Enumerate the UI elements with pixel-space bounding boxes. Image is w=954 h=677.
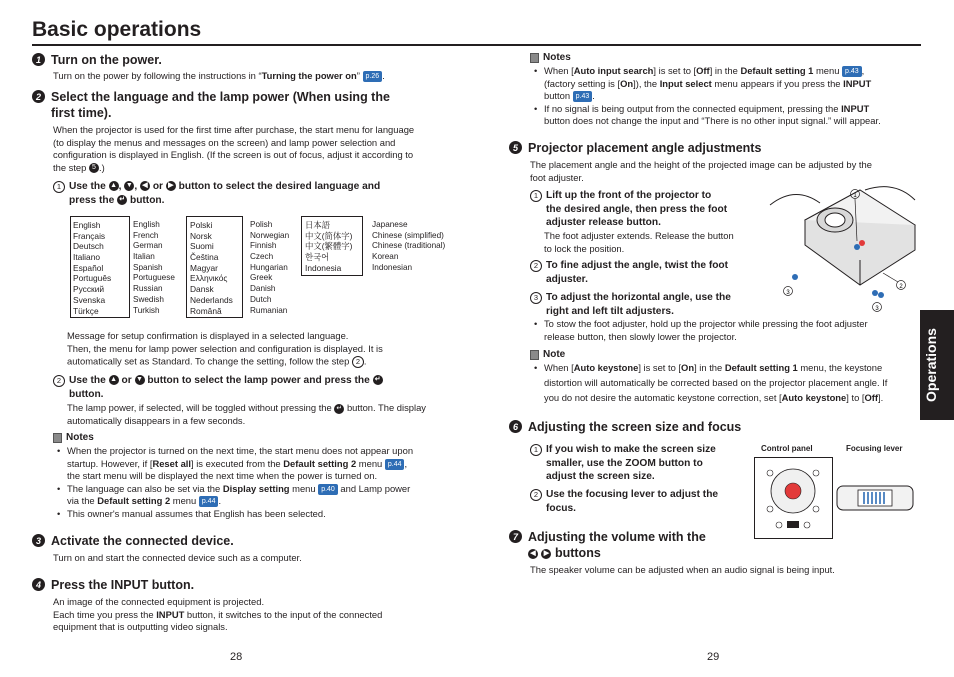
- lamp-power-text: The lamp power, if selected, will be toggled without pressing the ↵ button. The display automatically disappears in a few seconds.: [67, 402, 426, 426]
- notes-heading-right: Notes: [530, 52, 571, 63]
- step-2-sub1: 1 Use the ▲ , ▼ , ◀ or ▶ button to select the desired language and press the ↵ button.: [53, 180, 448, 207]
- page-ref-link[interactable]: p.26: [363, 71, 383, 82]
- language-menu-col1: English Français Deutsch Italiano Español Português Русский Svenska Türkçe: [73, 220, 112, 316]
- up-button-icon: ▲: [110, 182, 118, 190]
- step-5-sub1-text: The foot adjuster extends. Release the button to lock the position.: [544, 230, 734, 254]
- focusing-lever-figure: [836, 483, 916, 513]
- step-5-bullet: • To stow the foot adjuster, hold up the projector while pressing the foot adjuster release button, then slowly lower the projector.: [532, 318, 922, 343]
- step-6-sub2: 2 Use the focusing lever to adjust the focus.: [530, 488, 745, 515]
- down-button-icon: ▼: [136, 376, 143, 384]
- figure-label: 3: [786, 290, 790, 296]
- step-3-heading: 3 Activate the connected device.: [32, 533, 234, 549]
- step-1-heading: [32, 52, 162, 68]
- notes-list-left: • When the projector is turned on the next time, the start menu does not appear upon startup. However, if [Reset all] is executed from the Default setting 2 menu p.44 , the start menu will be displayed the next time when the power is turned on. • The language can also be set via the Display setting menu p.40 and Lamp power via the Default setting 2 menu p.44 . • This owner's manual assumes that English has been selected.: [55, 445, 455, 521]
- note-icon: [53, 433, 62, 443]
- page-ref-link[interactable]: p.44: [385, 459, 405, 470]
- language-menu-col3: 日本語 中文(简体字) 中文(繁體字) 한국어 Indonesia: [305, 220, 353, 273]
- language-labels-col2: Polish Norwegian Finnish Czech Hungarian Greek Danish Dutch Rumanian: [250, 220, 290, 315]
- page-ref-link[interactable]: p.43: [842, 66, 862, 77]
- enter-button-icon: ↵: [117, 195, 127, 205]
- step-1-title: Turn on the power.: [51, 53, 162, 67]
- language-labels-col1: English French German Italian Spanish Portuguese Russian Swedish Turkish: [133, 220, 175, 315]
- language-labels-col3: Japanese Chinese (simplified) Chinese (traditional) Korean Indonesian: [372, 220, 446, 272]
- right-button-icon: ▶: [166, 181, 176, 191]
- page-number-right: 29: [707, 651, 720, 663]
- step-2-heading: 2 Select the language and the lamp power (When using the first time).: [32, 89, 442, 121]
- step-4-text: An image of the connected equipment is projected. Each time you press the INPUT button, it switches to the input of the connected equipment that is outputting video signals.: [53, 596, 383, 633]
- step-4-heading: 4 Press the INPUT button.: [32, 577, 194, 593]
- step-1-text: Turn on the power by following the instructions in “Turning the power on” p.26 .: [53, 70, 385, 81]
- enter-button-icon: ↵: [334, 404, 344, 414]
- control-panel-label: Control panel: [761, 444, 813, 453]
- step-6-heading: 6 Adjusting the screen size and focus: [509, 419, 741, 435]
- figure-label: 3: [875, 306, 879, 312]
- note-icon: [530, 53, 539, 63]
- note-heading-right: Note: [530, 349, 565, 360]
- step-ref-icon: 5: [89, 163, 99, 173]
- step-2-sub2: 2 Use the ▲ or ▼ button to select the lamp power and press the ↵ button.: [53, 374, 448, 401]
- page-ref-link[interactable]: p.43: [573, 91, 593, 102]
- projector-foot-adjuster-figure: [765, 185, 920, 315]
- step-5-sub2: 2 To fine adjust the angle, twist the foot adjuster.: [530, 259, 760, 286]
- title-rule: [32, 44, 921, 46]
- step-7-text: The speaker volume can be adjusted when an audio signal is being input.: [530, 564, 835, 575]
- step-5-sub3: 3 To adjust the horizontal angle, use the right and left tilt adjusters.: [530, 291, 760, 318]
- note-list-right: • When [Auto keystone] is set to [On] in the Default setting 1 menu, the keystone distortion will automatically be corrected based on the projector placement angle. If you do not desire the automatic keystone correction, set [Auto keystone] to [Off].: [532, 361, 922, 405]
- language-after-text: Message for setup confirmation is displayed in a selected language. Then, the menu for lamp power selection and configuration is displayed. It is automatically set as Standard. To change the setting, follow the step 2 .: [67, 330, 383, 367]
- language-menu-col2: Polski Norsk Suomi Čeština Magyar Ελληνικός Dansk Nederlands Română: [190, 220, 233, 316]
- focusing-lever-label: Focusing lever: [846, 444, 903, 453]
- side-tab-label: Operations: [923, 328, 939, 402]
- step-2-number: 2: [32, 90, 45, 103]
- note-icon: [530, 350, 539, 360]
- enter-button-icon: ↵: [373, 375, 383, 385]
- control-panel-figure: [754, 457, 833, 539]
- step-7-heading: 7 Adjusting the volume with the ◀ ▶ buttons: [509, 529, 706, 561]
- figure-label: 1: [853, 193, 857, 199]
- notes-heading-left: Notes: [53, 432, 94, 443]
- left-button-icon: ◀: [528, 549, 538, 559]
- step-1-number: 1: [32, 53, 45, 66]
- down-button-icon: ▼: [125, 182, 133, 190]
- page-title: Basic operations: [32, 18, 202, 41]
- page-ref-link[interactable]: p.44: [199, 496, 219, 507]
- operations-side-tab: [920, 310, 954, 420]
- notes-list-right: • When [Auto input search] is set to [Off] in the Default setting 1 menu p.43 , (factory setting is [On]), the Input select menu appears if you press the INPUT button p.43 . • If no signal is being output from the connected equipment, pressing the INPUT button does not change the input and “There is no other input signal.” will appear.: [532, 65, 917, 128]
- step-2-text: When the projector is used for the first time after purchase, the start menu for language (to display the menus and messages on the screen) and lamp power selection and configuration is displayed in English. (If the screen is out of focus, adjust it according to the step 5 .): [53, 124, 415, 173]
- left-button-icon: ◀: [140, 181, 150, 191]
- step-3-text: Turn on and start the connected device such as a computer.: [53, 552, 302, 563]
- page-number-left: 28: [230, 651, 243, 663]
- right-button-icon: ▶: [541, 549, 551, 559]
- step-6-sub1: 1 If you wish to make the screen size smaller, use the ZOOM button to adjust the screen size.: [530, 443, 745, 484]
- up-button-icon: ▲: [110, 376, 118, 384]
- page-ref-link[interactable]: p.40: [318, 484, 338, 495]
- step-5-heading: 5 Projector placement angle adjustments: [509, 140, 761, 156]
- language-menu-frame-1: [70, 216, 130, 318]
- step-5-text: The placement angle and the height of the projected image can be adjusted by the foot adjuster.: [530, 159, 872, 183]
- figure-label: 2: [899, 284, 903, 290]
- step-5-sub1: 1 Lift up the front of the projector to the desired angle, then press the foot adjuster release button.: [530, 189, 760, 230]
